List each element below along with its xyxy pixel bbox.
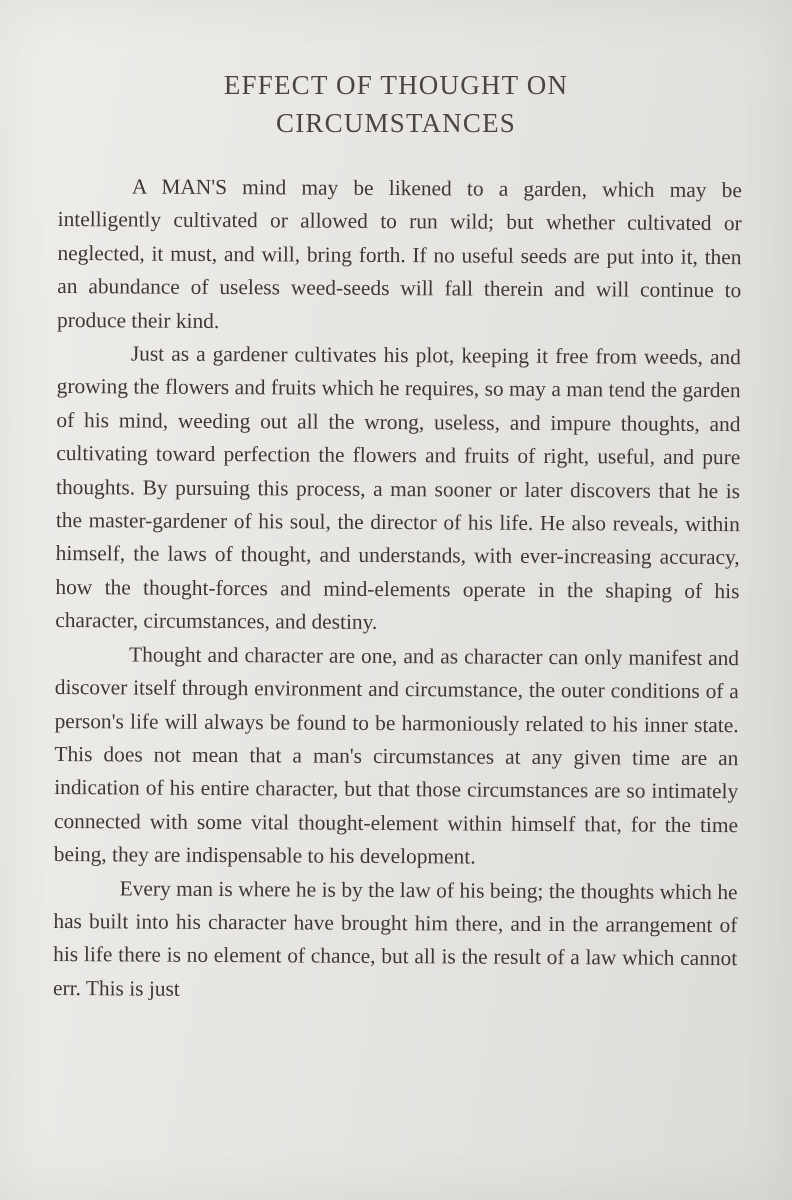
paragraph-3: Thought and character are one, and as character can only manifest and discover itself through environment and circumstance, the outer conditions of a person's life will always be found to be harmoniously related to his inner state. This does not mean that a man's circumstances at any given time are an indication of his entire character, but that those circumstances are so intimately connected with some vital thought-element within himself that, for the time being, they are indispensable to his development. bbox=[53, 642, 740, 869]
show-through-text bbox=[420, 0, 792, 60]
body-text bbox=[53, 170, 742, 1009]
chapter-title-line-2: CIRCUMSTANCES bbox=[276, 108, 516, 138]
paragraph-1: A MAN'S mind may be likened to a garden, which may be intelligently cultivated or allowed to run wild; but whether cultivated or neglected, it must, and will, bring forth. If no useful seeds are put into it, then an abundance of useless weed-seeds will fall therein and will continue to produce their kind. bbox=[57, 174, 742, 333]
paragraph-4: Every man is where he is by the law of his being; the thoughts which he has built into his character have brought him there, and in the arrangement of his life there is no element of chance, but all is the result of a law which cannot err. This is just bbox=[52, 875, 738, 1001]
chapter-title-line-1: EFFECT OF THOUGHT ON bbox=[223, 70, 569, 100]
paragraph-2: Just as a gardener cultivates his plot, keeping it free from weeds, and growing the flowers and fruits which he requires, so may a man tend the garden of his mind, weeding out all the wrong, useless, and impure thoughts, and cultivating toward perfection the flowers and fruits of right, useful, and pure thoughts. By pursuing this process, a man sooner or later discovers that he is the master-gardener of his soul, the director of his life. He also reveals, within himself, the laws of thought, and understands, with ever-increasing accuracy, how the thought-forces and mind-elements operate in the shaping of his character, circumstances, and destiny. bbox=[55, 341, 741, 635]
chapter-title bbox=[0, 66, 792, 142]
